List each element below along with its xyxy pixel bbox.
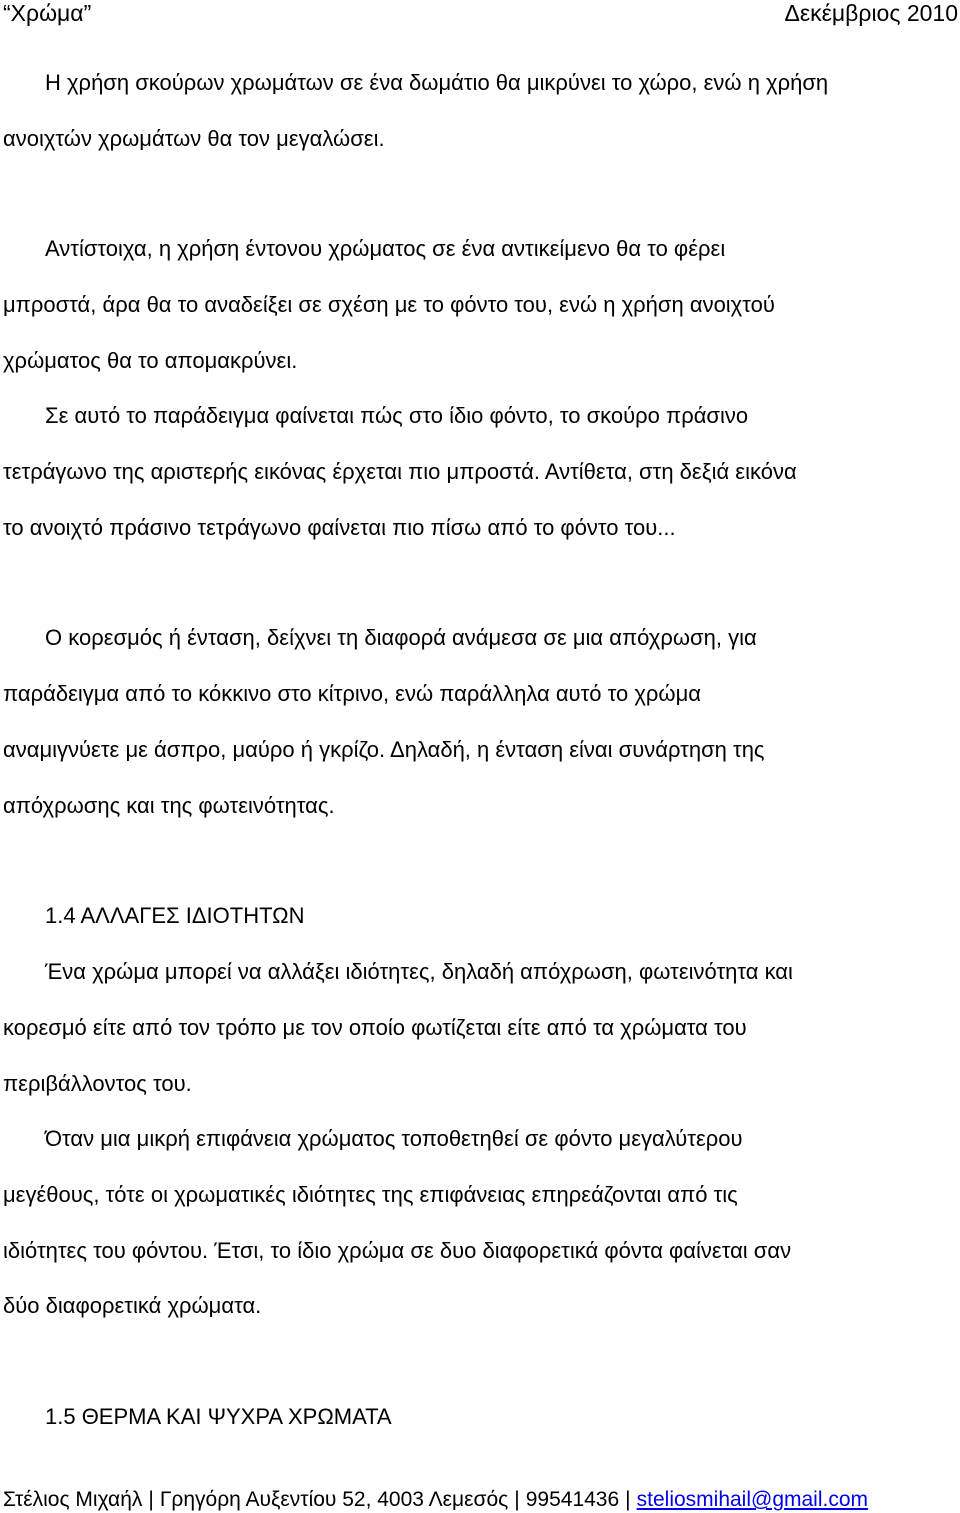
paragraph-3-line-2: τετράγωνο της αριστερής εικόνας έρχεται πιο μπροστά. Αντίθετα, στη δεξιά εικόνα: [3, 459, 797, 484]
document-title: “Χρώμα”: [3, 0, 92, 26]
paragraph-4-line-2: παράδειγμα από το κόκκινο στο κίτρινο, ενώ παράλληλα αυτό το χρώμα: [3, 681, 701, 706]
footer-separator: |: [514, 1488, 520, 1511]
paragraph-6-line-2: μεγέθους, τότε οι χρωματικές ιδιότητες της επιφάνειας επηρεάζονται από τις: [3, 1182, 738, 1207]
paragraph-5-line-3: περιβάλλοντος του.: [3, 1071, 192, 1096]
paragraph-2-line-1: Αντίστοιχα, η χρήση έντονου χρώματος σε ένα αντικείμενο θα το φέρει: [45, 236, 726, 261]
paragraph-6-line-1: Όταν μια μικρή επιφάνεια χρώματος τοποθετηθεί σε φόντο μεγαλύτερου: [45, 1126, 743, 1151]
paragraph-4-line-3: αναμιγνύετε με άσπρο, μαύρο ή γκρίζο. Δηλαδή, η ένταση είναι συνάρτηση της: [3, 737, 765, 762]
footer-separator: |: [625, 1488, 631, 1511]
paragraph-6-line-3: ιδιότητες του φόντου. Έτσι, το ίδιο χρώμα σε δυο διαφορετικά φόντα φαίνεται σαν: [3, 1238, 792, 1263]
footer-phone: 99541436: [525, 1488, 620, 1511]
document-date: Δεκέμβριος 2010: [784, 0, 958, 26]
section-heading-1-5: 1.5 ΘΕΡΜΑ ΚΑΙ ΨΥΧΡΑ ΧΡΩΜΑΤΑ: [45, 1404, 392, 1429]
footer-separator: |: [148, 1488, 154, 1511]
paragraph-3-line-1: Σε αυτό το παράδειγμα φαίνεται πώς στο ίδιο φόντο, το σκούρο πράσινο: [45, 403, 749, 428]
paragraph-4-line-1: Ο κορεσμός ή ένταση, δείχνει τη διαφορά ανάμεσα σε μια απόχρωση, για: [45, 625, 757, 650]
page-footer: [3, 1487, 868, 1513]
section-heading-1-4: 1.4 ΑΛΛΑΓΕΣ ΙΔΙΟΤΗΤΩΝ: [45, 903, 305, 928]
paragraph-5-line-1: Ένα χρώμα μπορεί να αλλάξει ιδιότητες, δηλαδή απόχρωση, φωτεινότητα και: [45, 959, 793, 984]
paragraph-4-line-4: απόχρωσης και της φωτεινότητας.: [3, 793, 335, 818]
paragraph-2-line-2: μπροστά, άρα θα το αναδείξει σε σχέση με το φόντο του, ενώ η χρήση ανοιχτού: [3, 292, 775, 317]
footer-name: Στέλιος Μιχαήλ: [3, 1488, 143, 1511]
paragraph-3-line-3: το ανοιχτό πράσινο τετράγωνο φαίνεται πιο πίσω από το φόντο του...: [3, 515, 676, 540]
paragraph-6-line-4: δύο διαφορετικά χρώματα.: [3, 1293, 262, 1318]
footer-address: Γρηγόρη Αυξεντίου 52, 4003 Λεμεσός: [159, 1488, 509, 1511]
paragraph-5-line-2: κορεσμό είτε από τον τρόπο με τον οποίο φωτίζεται είτε από τα χρώματα του: [3, 1015, 747, 1040]
paragraph-1-line-1: Η χρήση σκούρων χρωμάτων σε ένα δωμάτιο θα μικρύνει το χώρο, ενώ η χρήση: [45, 70, 829, 95]
footer-email-link[interactable]: steliosmihail@gmail.com: [636, 1488, 869, 1511]
paragraph-2-line-3: χρώματος θα το απομακρύνει.: [3, 348, 298, 373]
paragraph-1-line-2: ανοιχτών χρωμάτων θα τον μεγαλώσει.: [3, 126, 385, 151]
